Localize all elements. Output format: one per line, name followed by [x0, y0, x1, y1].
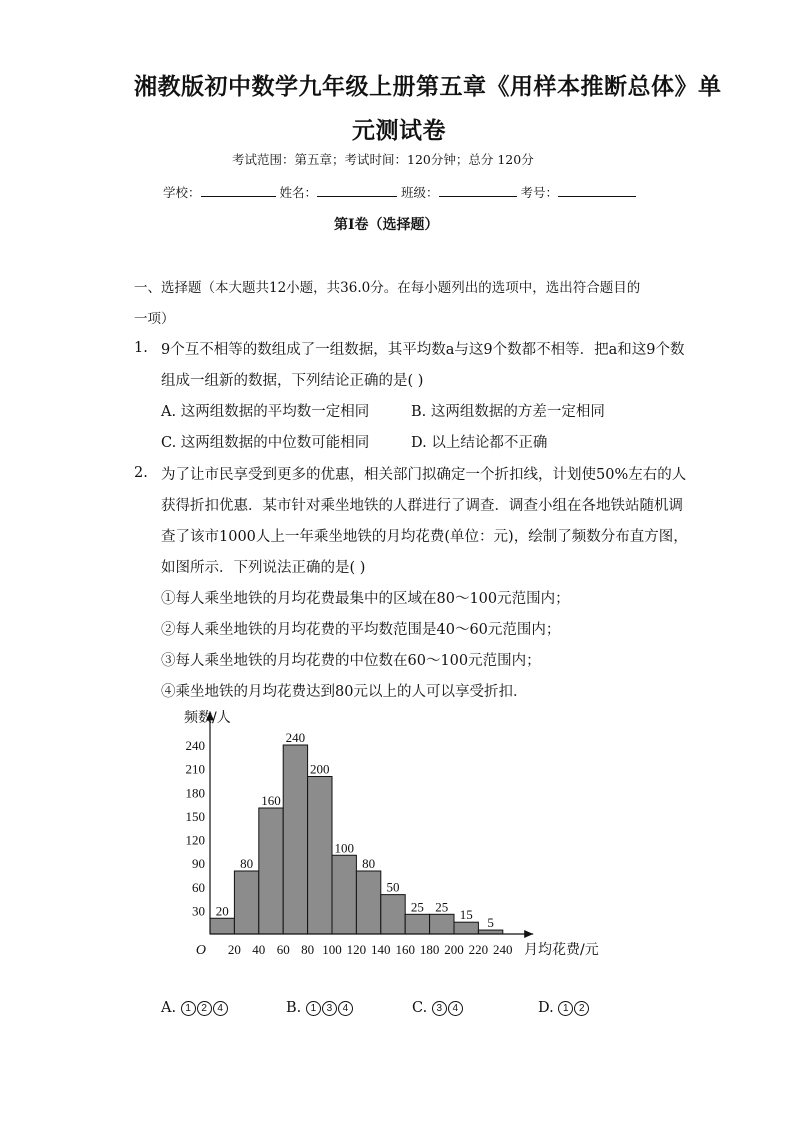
x-tick-label: 220 [468, 942, 489, 957]
q2-option-d[interactable] [538, 1000, 590, 1016]
x-tick-label: 200 [444, 942, 464, 957]
bar-value-label: 25 [410, 899, 424, 915]
bar-value-label: 80 [240, 856, 254, 871]
section-heading-line2: 一项） [134, 311, 175, 327]
x-tick-label: 100 [322, 942, 342, 957]
q2-number: 2. [134, 465, 148, 481]
q1-option-b[interactable]: B. 这两组数据的方差一定相同 [411, 404, 605, 420]
circled-number: 1 [181, 1001, 196, 1016]
q2-statement-2: ②每人乘坐地铁的月均花费的平均数范围是40～60元范围内； [161, 622, 561, 638]
x-tick-label: 120 [346, 942, 367, 957]
class-label: 班级： [401, 185, 439, 200]
y-axis-title: 频数/人 [184, 710, 231, 726]
y-tick-label: 120 [185, 832, 205, 848]
circled-number: 2 [197, 1001, 212, 1016]
x-tick-label: 40 [252, 942, 266, 957]
bar-value-label: 160 [261, 793, 281, 808]
y-tick-label: 30 [192, 903, 205, 919]
y-tick-label: 180 [185, 785, 205, 801]
bar-value-label: 50 [386, 879, 400, 895]
x-tick-label: 80 [301, 942, 315, 957]
circled-number: 3 [322, 1001, 337, 1016]
exam-info: 考试范围：第五章；考试时间：120分钟；总分 120分 [232, 152, 534, 167]
circled-number: 4 [448, 1001, 463, 1016]
q2-statement-1: ①每人乘坐地铁的月均花费最集中的区域在80～100元范围内； [161, 591, 570, 607]
origin-label: O [195, 943, 206, 958]
circled-number: 2 [574, 1001, 589, 1016]
q2-statement-4: ④乘坐地铁的月均花费达到80元以上的人可以享受折扣． [161, 684, 528, 700]
q2-line2: 获得折扣优惠．某市针对乘坐地铁的人群进行了调查．调查小组在各地铁站随机调 [161, 498, 683, 514]
histogram-bar [381, 895, 405, 934]
bar-value-label: 240 [285, 730, 306, 745]
name-label: 姓名： [279, 185, 318, 200]
circled-number: 3 [432, 1001, 447, 1016]
q1-option-d[interactable]: D. 以上结论都不正确 [411, 435, 548, 451]
q2-option-c[interactable] [412, 1000, 464, 1016]
histogram-bar [356, 871, 380, 934]
y-tick-label: 150 [185, 808, 205, 824]
histogram-bar [283, 745, 307, 934]
histogram-bar [332, 855, 356, 934]
q2-option-a[interactable] [161, 1000, 229, 1016]
y-tick-label: 90 [192, 856, 205, 872]
q2-line4: 如图所示．下列说法正确的是( ) [161, 560, 366, 576]
histogram-bar [210, 918, 234, 934]
school-label: 学校： [163, 185, 201, 200]
histogram-bar [234, 871, 258, 934]
x-tick-label: 20 [227, 942, 241, 957]
circled-number: 4 [338, 1001, 353, 1016]
bar-value-label: 20 [215, 903, 229, 919]
page-title-line1: 湘教版初中数学九年级上册第五章《用样本推断总体》单 [134, 73, 722, 100]
x-tick-label: 240 [493, 942, 513, 957]
x-tick-label: 60 [276, 942, 290, 957]
histogram-bar [430, 914, 454, 934]
q1-option-c[interactable]: C. 这两组数据的中位数可能相同 [161, 435, 370, 451]
bar-value-label: 25 [435, 899, 449, 915]
circled-number: 1 [558, 1001, 573, 1016]
q1-line1: 9个互不相等的数组成了一组数据，其平均数a与这9个数都不相等．把a和这9个数 [161, 342, 685, 358]
x-axis-title: 月均花费/元 [524, 942, 599, 958]
q2-line3: 查了该市1000人上一年乘坐地铁的月均花费(单位：元)，绘制了频数分布直方图， [161, 529, 688, 545]
y-tick-label: 210 [185, 761, 205, 777]
q1-line2: 组成一组新的数据，下列结论正确的是( ) [161, 373, 424, 389]
circled-number: 4 [213, 1001, 228, 1016]
bar-value-label: 100 [334, 840, 354, 856]
y-tick-label: 240 [185, 738, 205, 753]
q2-option-b-label: B. [286, 1000, 302, 1016]
section-heading-line1: 一、选择题（本大题共12小题，共36.0分。在每小题列出的选项中，选出符合题目的 [134, 280, 641, 296]
page-title-line2: 元测试卷 [352, 117, 446, 144]
exam-no-label: 考号： [520, 185, 559, 200]
bar-value-label: 15 [459, 907, 473, 923]
histogram-bar [308, 777, 332, 935]
q2-option-a-label: A. [161, 1000, 177, 1016]
x-tick-label: 140 [371, 942, 391, 957]
histogram-bar [454, 922, 478, 934]
x-axis-arrow-icon [524, 930, 533, 938]
x-tick-label: 160 [395, 942, 415, 957]
q2-statement-3: ③每人乘坐地铁的月均花费的中位数在60～100元范围内； [161, 653, 541, 669]
y-tick-label: 60 [192, 879, 205, 895]
bar-value-label: 200 [310, 761, 330, 777]
q2-option-d-label: D. [538, 1000, 554, 1016]
q1-number: 1. [134, 340, 148, 356]
q2-line1: 为了让市民享受到更多的优惠，相关部门拟确定一个折扣线，计划使50%左右的人 [161, 467, 687, 483]
histogram-bar [405, 914, 429, 934]
circled-number: 1 [306, 1001, 321, 1016]
x-tick-label: 180 [419, 942, 440, 957]
bar-value-label: 80 [362, 856, 376, 871]
q1-option-a[interactable]: A. 这两组数据的平均数一定相同 [161, 404, 370, 420]
q2-option-c-label: C. [412, 1000, 428, 1016]
volume-title: 第Ⅰ卷（选择题） [334, 217, 439, 233]
q2-option-b[interactable] [286, 1000, 354, 1016]
bar-value-label: 5 [487, 915, 494, 931]
histogram-bar [259, 808, 283, 934]
